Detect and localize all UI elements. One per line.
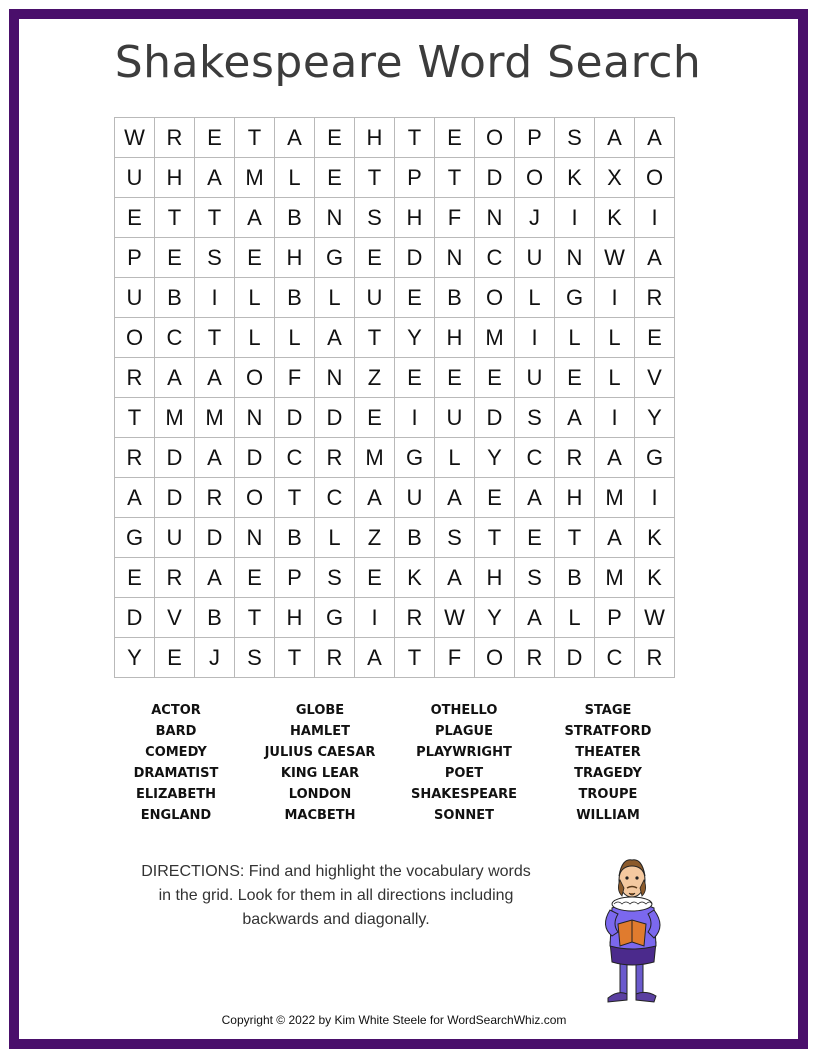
grid-cell[interactable]: D xyxy=(115,598,155,638)
grid-cell[interactable]: T xyxy=(395,118,435,158)
word-column xyxy=(384,700,544,826)
grid-cell[interactable]: I xyxy=(355,598,395,638)
grid-cell[interactable]: D xyxy=(155,438,195,478)
grid-cell[interactable]: T xyxy=(435,158,475,198)
grid-cell[interactable]: E xyxy=(315,158,355,198)
grid-cell[interactable]: P xyxy=(395,158,435,198)
grid-cell[interactable]: A xyxy=(275,118,315,158)
grid-cell[interactable]: A xyxy=(515,598,555,638)
grid-cell[interactable]: C xyxy=(155,318,195,358)
grid-cell[interactable]: E xyxy=(355,558,395,598)
grid-cell[interactable]: E xyxy=(355,398,395,438)
grid-cell[interactable]: A xyxy=(195,158,235,198)
grid-cell[interactable]: M xyxy=(595,558,635,598)
word-column xyxy=(96,700,256,826)
grid-cell[interactable]: E xyxy=(555,358,595,398)
grid-row xyxy=(115,638,675,678)
grid-cell[interactable]: F xyxy=(275,358,315,398)
vocabulary-word: SHAKESPEARE xyxy=(411,787,517,802)
vocabulary-word: ELIZABETH xyxy=(135,787,217,802)
vocabulary-word: PLAGUE xyxy=(435,724,493,739)
grid-cell[interactable]: A xyxy=(115,478,155,518)
grid-row xyxy=(115,598,675,638)
grid-cell[interactable]: B xyxy=(555,558,595,598)
grid-cell[interactable]: Y xyxy=(395,318,435,358)
grid-cell[interactable]: K xyxy=(635,558,675,598)
grid-cell[interactable]: L xyxy=(235,278,275,318)
grid-cell[interactable]: I xyxy=(195,278,235,318)
grid-cell[interactable]: A xyxy=(195,438,235,478)
vocabulary-word: HAMLET xyxy=(290,724,350,739)
grid-cell[interactable]: C xyxy=(515,438,555,478)
grid-cell[interactable]: T xyxy=(155,198,195,238)
grid-cell[interactable]: R xyxy=(555,438,595,478)
grid-cell[interactable]: T xyxy=(275,478,315,518)
vocabulary-word: POET xyxy=(444,766,484,781)
grid-cell[interactable]: H xyxy=(555,478,595,518)
grid-cell[interactable]: B xyxy=(155,278,195,318)
grid-cell[interactable]: S xyxy=(435,518,475,558)
grid-cell[interactable]: T xyxy=(355,318,395,358)
word-column xyxy=(240,700,400,826)
grid-cell[interactable]: A xyxy=(235,198,275,238)
grid-cell[interactable]: A xyxy=(595,118,635,158)
grid-row xyxy=(115,158,675,198)
grid-cell[interactable]: R xyxy=(395,598,435,638)
grid-cell[interactable]: L xyxy=(555,598,595,638)
grid-cell[interactable]: R xyxy=(115,438,155,478)
grid-cell[interactable]: U xyxy=(355,278,395,318)
grid-cell[interactable]: S xyxy=(555,118,595,158)
grid-cell[interactable]: R xyxy=(635,278,675,318)
grid-cell[interactable]: B xyxy=(275,198,315,238)
grid-cell[interactable]: O xyxy=(515,158,555,198)
vocabulary-word: STAGE xyxy=(584,703,632,718)
shakespeare-illustration xyxy=(598,850,668,1014)
grid-row xyxy=(115,318,675,358)
page-title: Shakespeare Word Search xyxy=(114,37,702,88)
grid-cell[interactable]: N xyxy=(435,238,475,278)
grid-cell[interactable]: S xyxy=(515,398,555,438)
grid-cell[interactable]: G xyxy=(315,238,355,278)
grid-cell[interactable]: D xyxy=(315,398,355,438)
word-search-grid[interactable] xyxy=(114,117,675,678)
grid-cell[interactable]: R xyxy=(115,358,155,398)
grid-cell[interactable]: A xyxy=(515,478,555,518)
grid-cell[interactable]: H xyxy=(355,118,395,158)
grid-cell[interactable]: S xyxy=(195,238,235,278)
grid-cell[interactable]: E xyxy=(155,638,195,678)
grid-cell[interactable]: E xyxy=(435,118,475,158)
vocabulary-word: ACTOR xyxy=(151,703,201,718)
grid-cell[interactable]: Y xyxy=(115,638,155,678)
grid-cell[interactable]: T xyxy=(475,518,515,558)
grid-cell[interactable]: E xyxy=(115,558,155,598)
grid-cell[interactable]: C xyxy=(475,238,515,278)
grid-cell[interactable]: I xyxy=(395,398,435,438)
grid-cell[interactable]: L xyxy=(275,158,315,198)
grid-cell[interactable]: L xyxy=(515,278,555,318)
vocabulary-word: GLOBE xyxy=(295,703,345,718)
grid-row xyxy=(115,558,675,598)
grid-cell[interactable]: D xyxy=(475,398,515,438)
vocabulary-word: SONNET xyxy=(434,808,494,823)
vocabulary-word: DRAMATIST xyxy=(133,766,219,781)
grid-cell[interactable]: N xyxy=(555,238,595,278)
grid-cell[interactable]: T xyxy=(195,198,235,238)
grid-cell[interactable]: E xyxy=(635,318,675,358)
grid-cell[interactable]: U xyxy=(435,398,475,438)
grid-cell[interactable]: B xyxy=(195,598,235,638)
grid-cell[interactable]: V xyxy=(155,598,195,638)
vocabulary-word: OTHELLO xyxy=(430,703,498,718)
grid-cell[interactable]: Y xyxy=(475,438,515,478)
grid-cell[interactable]: M xyxy=(475,318,515,358)
grid-cell[interactable]: B xyxy=(435,278,475,318)
grid-cell[interactable]: A xyxy=(635,118,675,158)
vocabulary-word: THEATER xyxy=(575,745,641,760)
grid-cell[interactable]: G xyxy=(315,598,355,638)
grid-cell[interactable]: A xyxy=(595,518,635,558)
grid-cell[interactable]: K xyxy=(555,158,595,198)
grid-cell[interactable]: I xyxy=(595,398,635,438)
grid-cell[interactable]: E xyxy=(235,558,275,598)
grid-cell[interactable]: G xyxy=(115,518,155,558)
grid-cell[interactable]: S xyxy=(235,638,275,678)
grid-cell[interactable]: M xyxy=(195,398,235,438)
grid-cell[interactable]: E xyxy=(195,118,235,158)
grid-cell[interactable]: P xyxy=(595,598,635,638)
grid-cell[interactable]: R xyxy=(635,638,675,678)
grid-cell[interactable]: E xyxy=(515,518,555,558)
grid-cell[interactable]: S xyxy=(315,558,355,598)
grid-cell[interactable]: T xyxy=(115,398,155,438)
grid-cell[interactable]: L xyxy=(235,318,275,358)
grid-cell[interactable]: W xyxy=(635,598,675,638)
grid-cell[interactable]: R xyxy=(515,638,555,678)
grid-cell[interactable]: R xyxy=(155,118,195,158)
grid-cell[interactable]: S xyxy=(355,198,395,238)
grid-row xyxy=(115,438,675,478)
grid-cell[interactable]: A xyxy=(435,558,475,598)
grid-cell[interactable]: C xyxy=(275,438,315,478)
grid-cell[interactable]: H xyxy=(435,318,475,358)
grid-cell[interactable]: E xyxy=(115,198,155,238)
grid-cell[interactable]: R xyxy=(155,558,195,598)
grid-cell[interactable]: Y xyxy=(635,398,675,438)
grid-cell[interactable]: S xyxy=(515,558,555,598)
grid-cell[interactable]: T xyxy=(275,638,315,678)
grid-cell[interactable]: E xyxy=(475,358,515,398)
grid-cell[interactable]: I xyxy=(635,198,675,238)
grid-cell[interactable]: T xyxy=(395,638,435,678)
grid-cell[interactable]: H xyxy=(275,598,315,638)
grid-cell[interactable]: P xyxy=(115,238,155,278)
grid-cell[interactable]: A xyxy=(355,478,395,518)
grid-cell[interactable]: X xyxy=(595,158,635,198)
grid-cell[interactable]: H xyxy=(475,558,515,598)
grid-cell[interactable]: G xyxy=(635,438,675,478)
grid-cell[interactable]: L xyxy=(595,318,635,358)
grid-cell[interactable]: O xyxy=(235,478,275,518)
grid-cell[interactable]: E xyxy=(395,358,435,398)
grid-cell[interactable]: W xyxy=(435,598,475,638)
vocabulary-word: TRAGEDY xyxy=(574,766,642,781)
grid-cell[interactable]: D xyxy=(395,238,435,278)
grid-cell[interactable]: K xyxy=(395,558,435,598)
grid-cell[interactable]: U xyxy=(155,518,195,558)
grid-cell[interactable]: T xyxy=(555,518,595,558)
grid-cell[interactable]: H xyxy=(395,198,435,238)
vocabulary-word: JULIUS CAESAR xyxy=(264,745,376,760)
grid-cell[interactable]: K xyxy=(635,518,675,558)
grid-cell[interactable]: O xyxy=(475,638,515,678)
grid-cell[interactable]: Z xyxy=(355,358,395,398)
grid-cell[interactable]: D xyxy=(275,398,315,438)
grid-cell[interactable]: O xyxy=(475,278,515,318)
word-column xyxy=(528,700,688,826)
vocabulary-word: MACBETH xyxy=(284,808,356,823)
grid-cell[interactable]: H xyxy=(155,158,195,198)
grid-row xyxy=(115,238,675,278)
vocabulary-word: COMEDY xyxy=(145,745,207,760)
vocabulary-word: PLAYWRIGHT xyxy=(416,745,512,760)
grid-cell[interactable]: A xyxy=(595,438,635,478)
grid-cell[interactable]: I xyxy=(555,198,595,238)
grid-cell[interactable]: U xyxy=(515,238,555,278)
grid-cell[interactable]: O xyxy=(115,318,155,358)
grid-cell[interactable]: K xyxy=(595,198,635,238)
grid-cell[interactable]: D xyxy=(235,438,275,478)
grid-cell[interactable]: G xyxy=(555,278,595,318)
grid-cell[interactable]: W xyxy=(115,118,155,158)
grid-cell[interactable]: A xyxy=(355,638,395,678)
grid-cell[interactable]: U xyxy=(515,358,555,398)
grid-cell[interactable]: J xyxy=(195,638,235,678)
grid-cell[interactable]: T xyxy=(235,598,275,638)
grid-cell[interactable]: N xyxy=(475,198,515,238)
grid-cell[interactable]: J xyxy=(515,198,555,238)
grid-cell[interactable]: E xyxy=(355,238,395,278)
grid-cell[interactable]: A xyxy=(195,558,235,598)
vocabulary-word: ENGLAND xyxy=(140,808,212,823)
grid-cell[interactable]: A xyxy=(155,358,195,398)
grid-cell[interactable]: N xyxy=(315,358,355,398)
grid-cell[interactable]: E xyxy=(435,358,475,398)
grid-cell[interactable]: M xyxy=(595,478,635,518)
grid-cell[interactable]: E xyxy=(475,478,515,518)
grid-cell[interactable]: F xyxy=(435,638,475,678)
grid-cell[interactable]: C xyxy=(315,478,355,518)
grid-cell[interactable]: M xyxy=(235,158,275,198)
grid-cell[interactable]: A xyxy=(315,318,355,358)
grid-cell[interactable]: T xyxy=(195,318,235,358)
grid-cell[interactable]: O xyxy=(635,158,675,198)
grid-cell[interactable]: L xyxy=(435,438,475,478)
grid-cell[interactable]: C xyxy=(595,638,635,678)
grid-cell[interactable]: Z xyxy=(355,518,395,558)
grid-cell[interactable]: I xyxy=(635,478,675,518)
grid-row xyxy=(115,358,675,398)
grid-cell[interactable]: D xyxy=(155,478,195,518)
grid-row xyxy=(115,198,675,238)
vocabulary-word: KING LEAR xyxy=(280,766,360,781)
grid-cell[interactable]: B xyxy=(275,278,315,318)
grid-cell[interactable]: B xyxy=(275,518,315,558)
grid-cell[interactable]: I xyxy=(595,278,635,318)
grid-cell[interactable]: O xyxy=(235,358,275,398)
grid-cell[interactable]: P xyxy=(275,558,315,598)
grid-cell[interactable]: A xyxy=(555,398,595,438)
grid-cell[interactable]: E xyxy=(235,238,275,278)
grid-cell[interactable]: B xyxy=(395,518,435,558)
grid-cell[interactable]: R xyxy=(315,638,355,678)
grid-cell[interactable]: R xyxy=(195,478,235,518)
grid-cell[interactable]: T xyxy=(235,118,275,158)
grid-cell[interactable]: L xyxy=(595,358,635,398)
grid-cell[interactable]: T xyxy=(355,158,395,198)
grid-cell[interactable]: O xyxy=(475,118,515,158)
vocabulary-word: WILLIAM xyxy=(576,808,640,823)
grid-cell[interactable]: Y xyxy=(475,598,515,638)
grid-row xyxy=(115,278,675,318)
grid-cell[interactable]: N xyxy=(315,198,355,238)
grid-cell[interactable]: R xyxy=(315,438,355,478)
grid-cell[interactable]: W xyxy=(595,238,635,278)
grid-cell[interactable]: M xyxy=(355,438,395,478)
vocabulary-word: BARD xyxy=(155,724,197,739)
grid-cell[interactable]: M xyxy=(155,398,195,438)
grid-row xyxy=(115,518,675,558)
grid-cell[interactable]: L xyxy=(315,278,355,318)
grid-cell[interactable]: E xyxy=(395,278,435,318)
grid-cell[interactable]: A xyxy=(635,238,675,278)
grid-cell[interactable]: P xyxy=(515,118,555,158)
copyright-text: Copyright © 2022 by Kim White Steele for WordSearchWhiz.com xyxy=(221,1013,567,1027)
grid-cell[interactable]: L xyxy=(275,318,315,358)
grid-cell[interactable]: U xyxy=(115,278,155,318)
grid-cell[interactable]: D xyxy=(475,158,515,198)
grid-cell[interactable]: U xyxy=(395,478,435,518)
grid-cell[interactable]: F xyxy=(435,198,475,238)
vocabulary-word: LONDON xyxy=(288,787,352,802)
directions-text: DIRECTIONS: Find and highlight the vocabulary words in the grid. Look for them in all directions including backwards and diagonally. xyxy=(141,863,531,928)
grid-cell[interactable]: D xyxy=(195,518,235,558)
grid-cell[interactable]: L xyxy=(315,518,355,558)
grid-cell[interactable]: V xyxy=(635,358,675,398)
grid-cell[interactable]: N xyxy=(235,398,275,438)
grid-cell[interactable]: E xyxy=(155,238,195,278)
grid-cell[interactable]: N xyxy=(235,518,275,558)
grid-row xyxy=(115,478,675,518)
grid-cell[interactable]: U xyxy=(115,158,155,198)
grid-cell[interactable]: H xyxy=(275,238,315,278)
grid-cell[interactable]: I xyxy=(515,318,555,358)
vocabulary-word: TROUPE xyxy=(578,787,638,802)
grid-cell[interactable]: L xyxy=(555,318,595,358)
grid-cell[interactable]: A xyxy=(195,358,235,398)
grid-cell[interactable]: A xyxy=(435,478,475,518)
grid-row xyxy=(115,398,675,438)
grid-row xyxy=(115,118,675,158)
grid-cell[interactable]: G xyxy=(395,438,435,478)
grid-cell[interactable]: E xyxy=(315,118,355,158)
vocabulary-word: STRATFORD xyxy=(564,724,652,739)
grid-cell[interactable]: D xyxy=(555,638,595,678)
